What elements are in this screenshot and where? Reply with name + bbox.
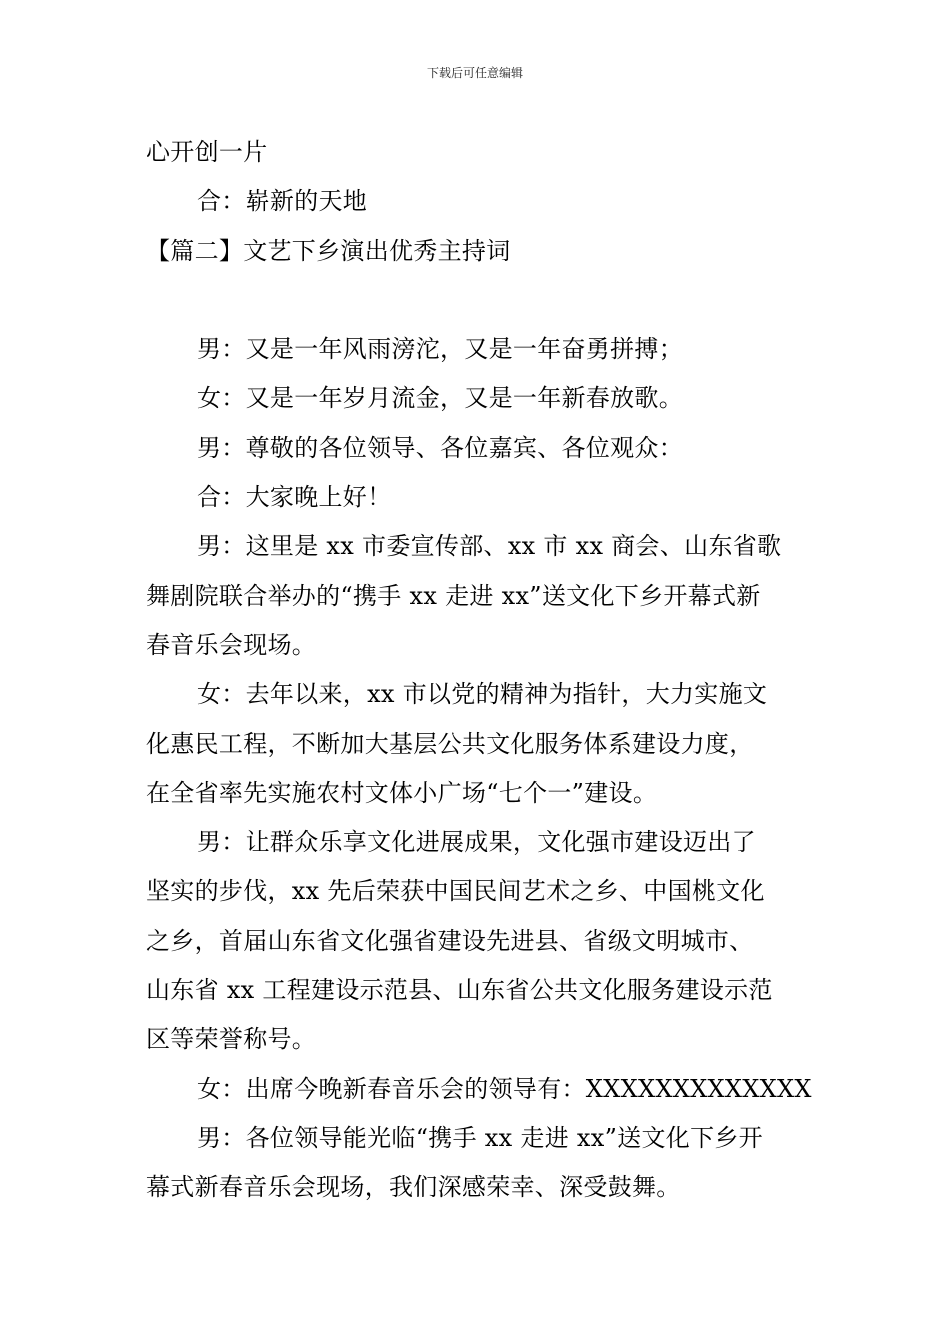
text-line: 女：又是一年岁月流金，又是一年新春放歌。 [197, 384, 683, 413]
document-body [146, 128, 810, 1213]
text-line: 男：又是一年风雨滂沱，又是一年奋勇拼搏； [197, 335, 683, 364]
text-line: 化惠民工程，不断加大基层公共文化服务体系建设力度， [146, 729, 754, 758]
text-line: 男：让群众乐享文化进展成果，文化强市建设迈出了 [197, 828, 756, 857]
text-line: 心开创一片 [146, 138, 268, 166]
text-line: 坚实的步伐，xx 先后荣获中国民间艺术之乡、中国桃文化 [146, 877, 765, 906]
text-line: 山东省 xx 工程建设示范县、山东省公共文化服务建设示范 [146, 976, 773, 1005]
text-line: 男：尊敬的各位领导、各位嘉宾、各位观众： [197, 433, 683, 462]
section-heading: 【篇二】文艺下乡演出优秀主持词 [146, 236, 511, 265]
blank-line [146, 276, 810, 325]
text-line: 舞剧院联合举办的“携手 xx 走进 xx”送文化下乡开幕式新 [146, 581, 761, 610]
text-line: 之乡，首届山东省文化强省建设先进县、省级文明城市、 [146, 926, 754, 955]
text-line: 合：大家晚上好！ [197, 483, 392, 512]
text-line: 春音乐会现场。 [146, 630, 317, 659]
page-header-note: 下载后可任意编辑 [426, 66, 523, 80]
text-line: 女：去年以来，xx 市以党的精神为指针，大力实施文 [197, 680, 768, 709]
text-line: 区等荣誉称号。 [146, 1025, 317, 1054]
text-line: 男：这里是 xx 市委宣传部、xx 市 xx 商会、山东省歌 [197, 532, 782, 561]
text-line: 幕式新春音乐会现场，我们深感荣幸、深受鼓舞。 [146, 1173, 681, 1202]
text-line: 女：出席今晚新春音乐会的领导有：XXXXXXXXXXXXX [197, 1074, 812, 1103]
text-line: 男：各位领导能光临“携手 xx 走进 xx”送文化下乡开 [197, 1123, 763, 1152]
text-line: 在全省率先实施农村文体小广场“七个一”建设。 [146, 778, 658, 807]
text-line: 合：崭新的天地 [197, 187, 368, 216]
